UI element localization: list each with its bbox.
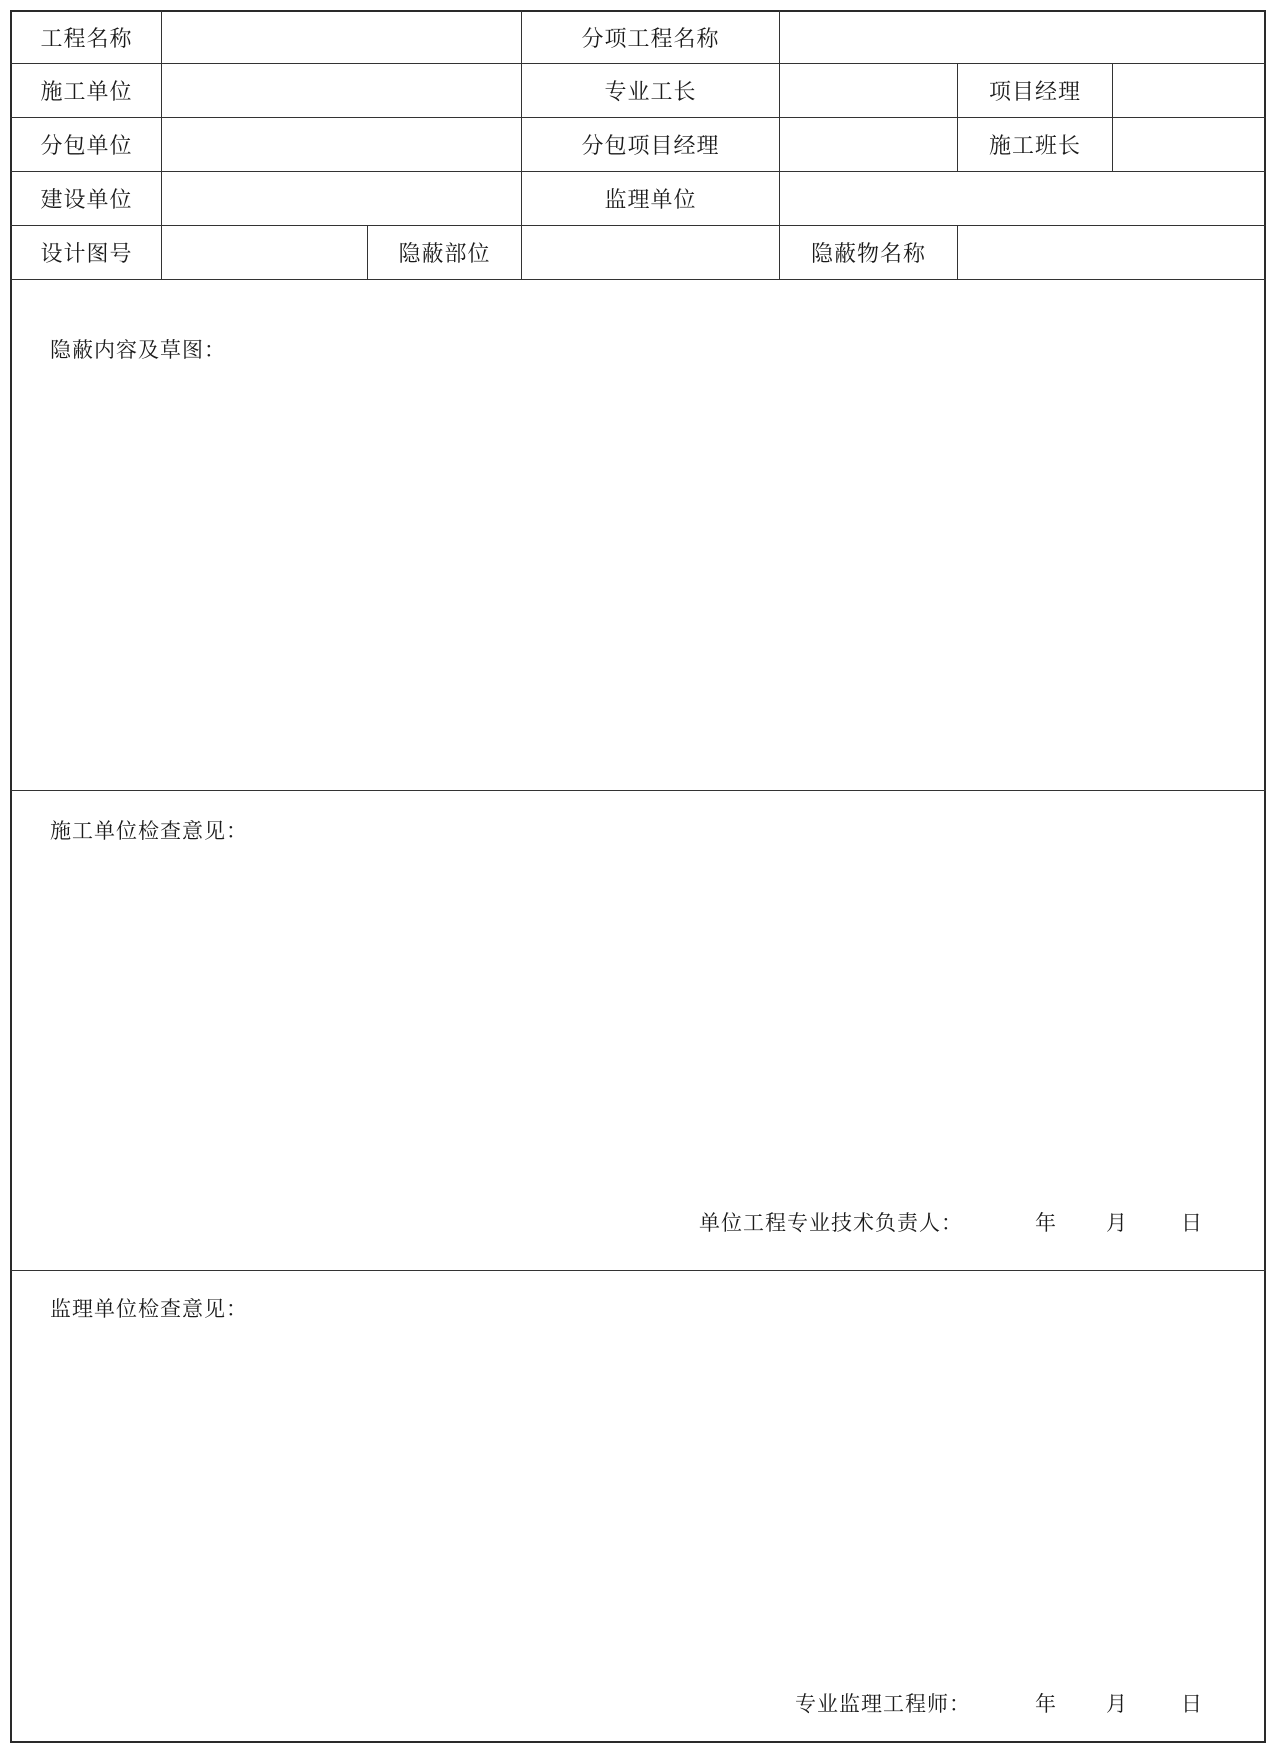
drawing-number-field[interactable] bbox=[162, 226, 367, 279]
contractor-check-label: 施工单位检查意见： bbox=[50, 819, 248, 843]
supervisor-year-label: 年 bbox=[1035, 1692, 1056, 1716]
supervisor-check-area[interactable] bbox=[12, 1330, 1264, 1670]
team-leader-field[interactable] bbox=[1113, 118, 1264, 171]
sub-project-name-field[interactable] bbox=[780, 11, 1264, 63]
sub-project-name-label: 分项工程名称 bbox=[581, 26, 720, 52]
supervisor-check-label: 监理单位检查意见： bbox=[50, 1297, 248, 1321]
row-divider bbox=[10, 279, 1266, 280]
supervisor-signer-label: 专业监理工程师： bbox=[795, 1692, 971, 1716]
team-leader-label: 施工班长 bbox=[988, 134, 1081, 159]
contractor-month-label: 月 bbox=[1106, 1211, 1127, 1235]
concealed-item-name-label: 隐蔽物名称 bbox=[810, 242, 926, 267]
section-divider bbox=[10, 1270, 1266, 1271]
sub-project-manager-label: 分包项目经理 bbox=[581, 134, 720, 159]
supervision-unit-label: 监理单位 bbox=[604, 188, 697, 213]
concealed-content-label: 隐蔽内容及草图： bbox=[50, 338, 226, 362]
owner-unit-label: 建设单位 bbox=[40, 188, 133, 213]
subcontractor-label: 分包单位 bbox=[40, 134, 133, 159]
contractor-check-area[interactable] bbox=[12, 850, 1264, 1190]
contractor-year-label: 年 bbox=[1035, 1211, 1056, 1235]
supervisor-month-label: 月 bbox=[1106, 1692, 1127, 1716]
concealed-content-area[interactable] bbox=[12, 370, 1264, 780]
foreman-field[interactable] bbox=[780, 64, 957, 117]
concealed-part-field[interactable] bbox=[522, 226, 779, 279]
construction-unit-field[interactable] bbox=[162, 64, 521, 117]
concealed-item-name-field[interactable] bbox=[958, 226, 1264, 279]
supervisor-day-label: 日 bbox=[1181, 1692, 1202, 1716]
construction-unit-label: 施工单位 bbox=[40, 80, 133, 105]
supervision-unit-field[interactable] bbox=[780, 172, 1264, 225]
project-manager-label: 项目经理 bbox=[988, 80, 1081, 105]
sub-project-manager-field[interactable] bbox=[780, 118, 957, 171]
foreman-label: 专业工长 bbox=[604, 80, 697, 105]
owner-unit-field[interactable] bbox=[162, 172, 521, 225]
project-name-field[interactable] bbox=[162, 11, 521, 63]
subcontractor-field[interactable] bbox=[162, 118, 521, 171]
drawing-number-label: 设计图号 bbox=[40, 242, 133, 267]
project-manager-field[interactable] bbox=[1113, 64, 1264, 117]
contractor-day-label: 日 bbox=[1181, 1211, 1202, 1235]
project-name-label: 工程名称 bbox=[40, 26, 133, 52]
concealed-part-label: 隐蔽部位 bbox=[398, 242, 491, 267]
section-divider bbox=[10, 790, 1266, 791]
contractor-signer-label: 单位工程专业技术负责人： bbox=[699, 1211, 963, 1235]
